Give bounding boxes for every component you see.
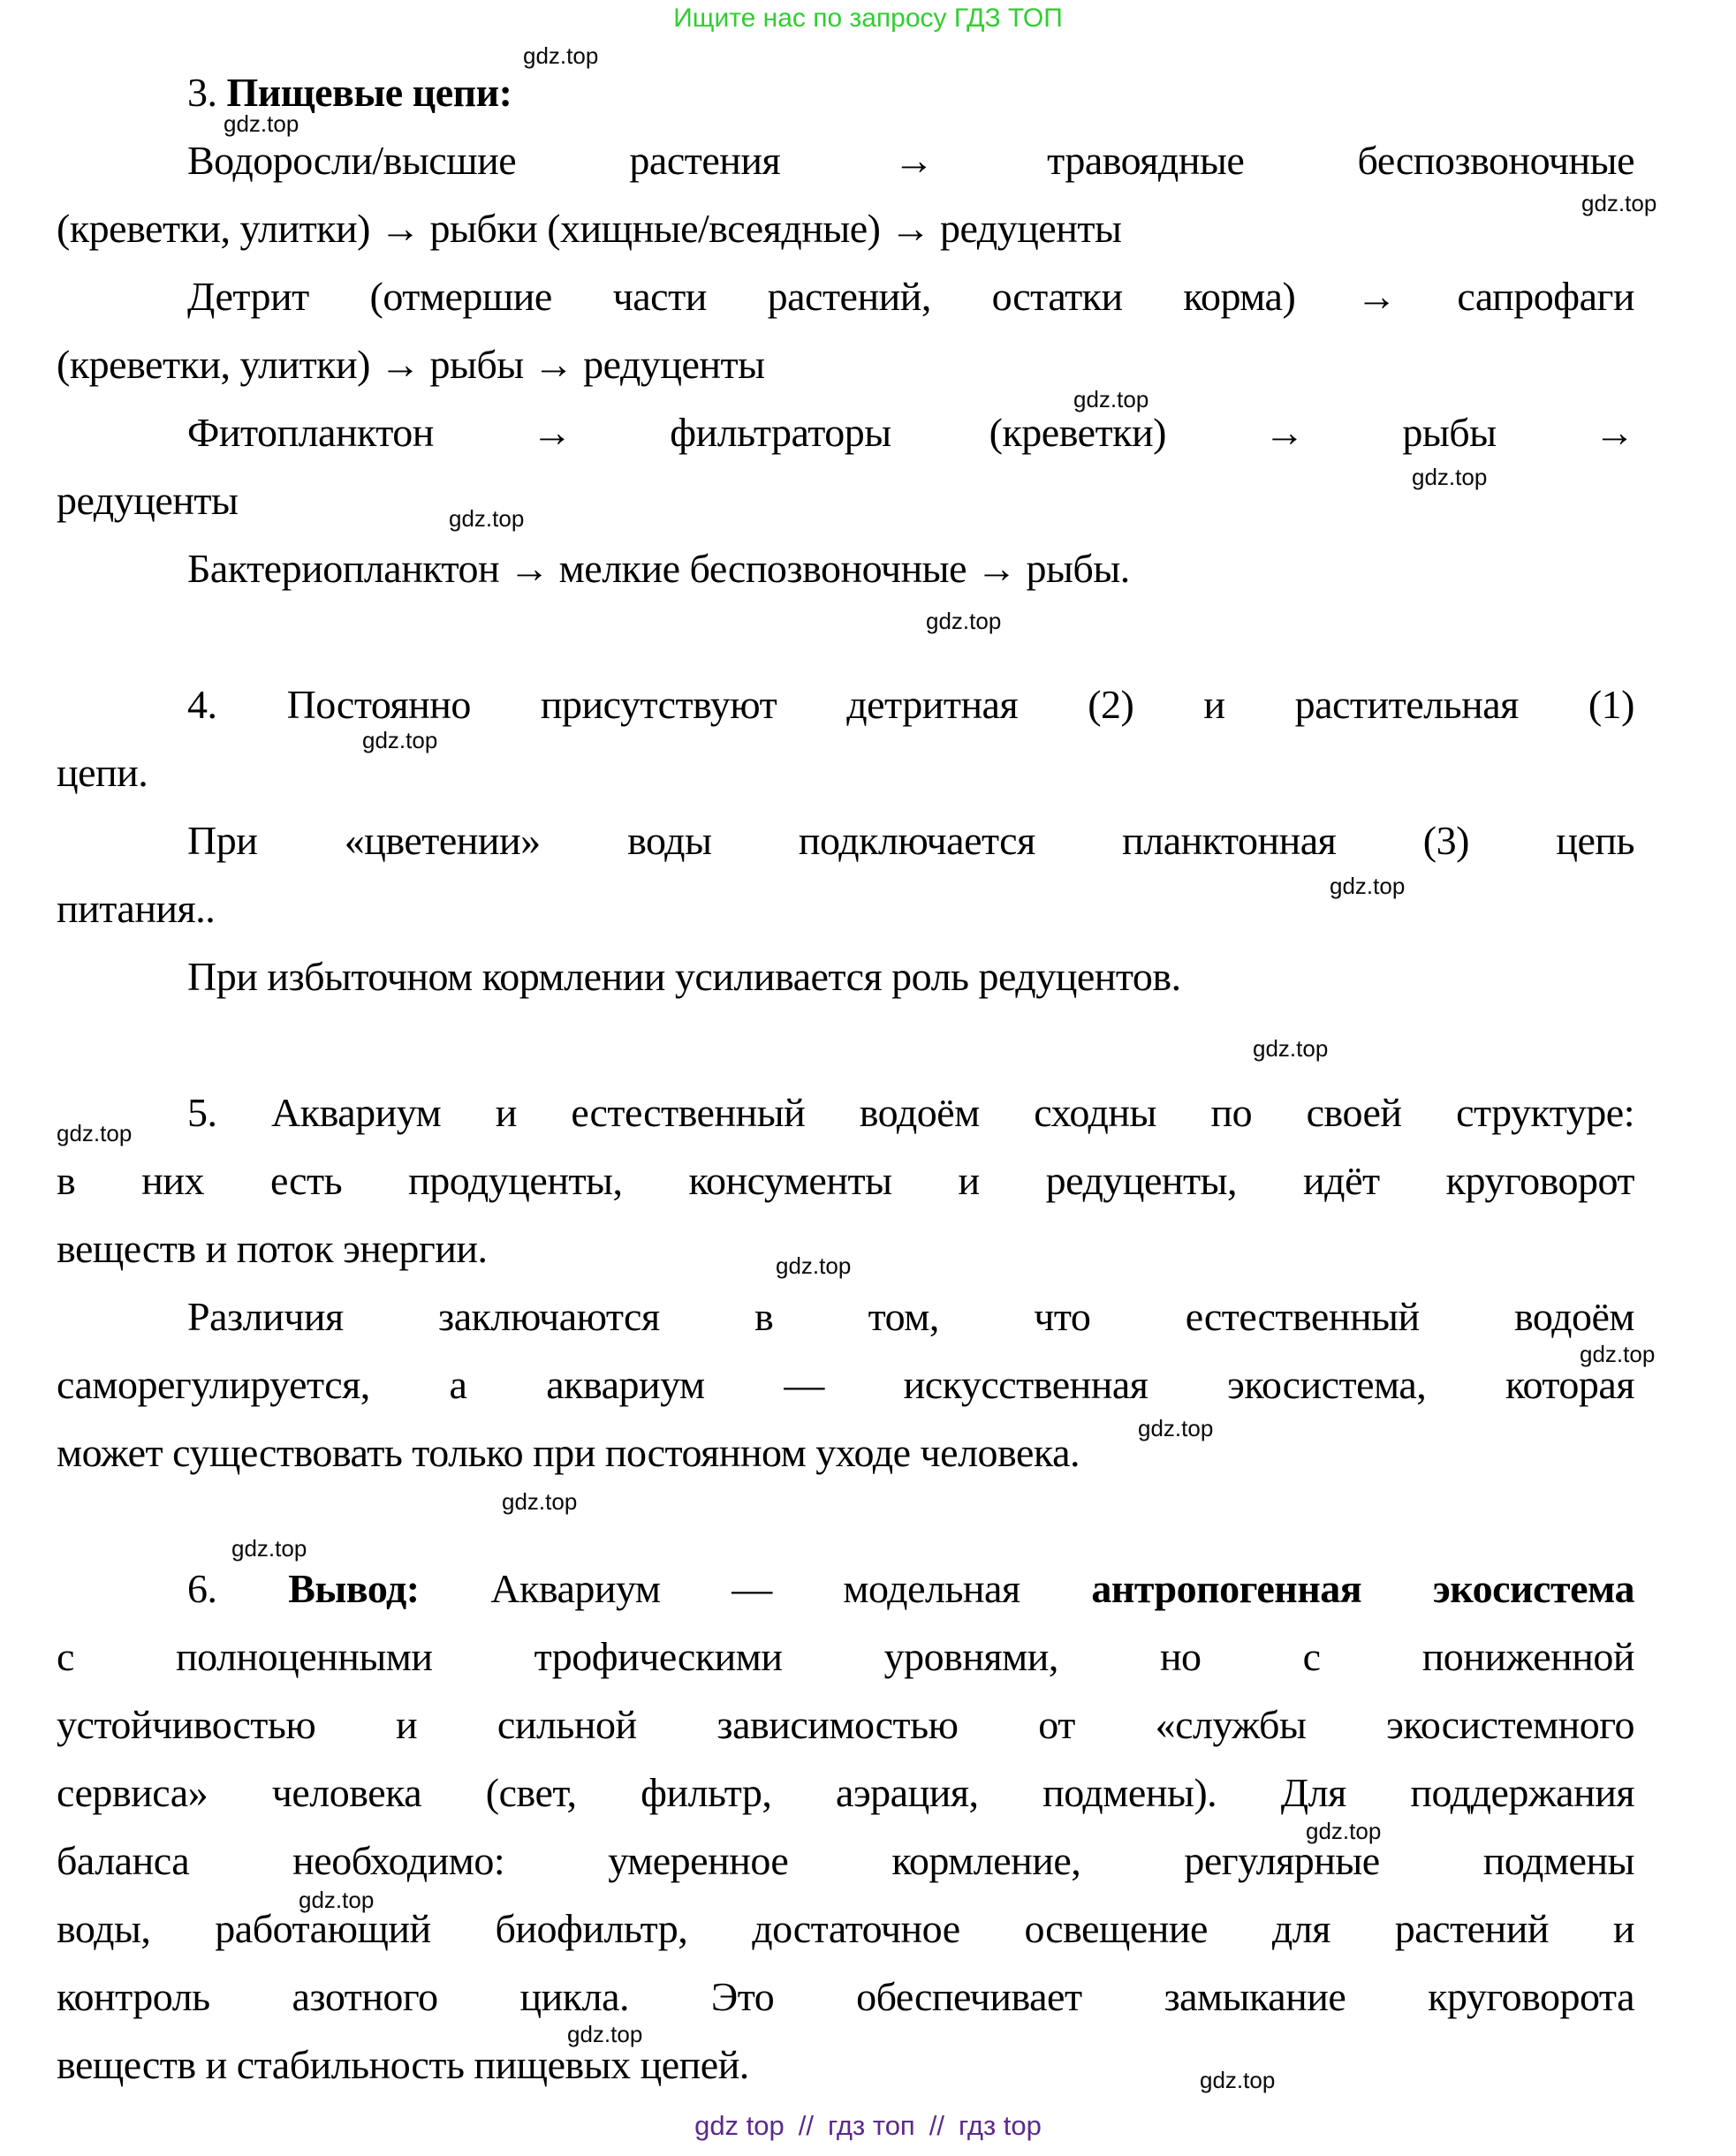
conclusion-mid-text: Аквариум — модельная	[419, 1566, 1092, 1611]
footer-link[interactable]: гдз top	[958, 2110, 1042, 2141]
section5-para2-line3: может существовать только при постоянном уходе человека.	[57, 1430, 1080, 1475]
section-gap	[57, 602, 1634, 670]
watermark: gdz.top	[1412, 464, 1488, 490]
section6-line2: с полноценными трофическими уровнями, но с пониженной	[57, 1634, 1634, 1679]
watermark: gdz.top	[502, 1488, 578, 1515]
section4-para2-line1: При «цветении» воды подключается планктонная (3) цепь	[187, 818, 1634, 863]
section-5	[57, 1078, 1634, 1487]
watermark: gdz.top	[57, 1120, 133, 1146]
section5-para1-line1: 5. Аквариум и естественный водоём сходны по своей структуре:	[187, 1090, 1634, 1135]
section5-para1-line2: в них есть продуценты, консументы и редуценты, идёт круговорот	[57, 1158, 1634, 1203]
watermark: gdz.top	[449, 505, 525, 532]
footer-link[interactable]: гдз топ	[828, 2110, 915, 2141]
section5-para2-line1: Различия заключаются в том, что естественный водоём	[187, 1294, 1634, 1339]
heading-title: Пищевые цепи:	[226, 70, 512, 115]
section6-line4: сервиса» человека (свет, фильтр, аэрация, подмены). Для поддержания	[57, 1770, 1634, 1815]
watermark: gdz.top	[523, 42, 599, 69]
watermark: gdz.top	[299, 1887, 375, 1913]
food-chain1-line1: Водоросли/высшие растения → травоядные беспозвоночные	[187, 138, 1634, 183]
section5-para2-line2: саморегулируется, а аквариум — искусственная экосистема, которая	[57, 1362, 1634, 1407]
section-3	[57, 58, 1634, 602]
section6-line7: контроль азотного цикла. Это обеспечивает замыкание круговорота	[57, 1974, 1634, 2019]
conclusion-label: Вывод:	[288, 1566, 420, 1611]
watermark: gdz.top	[231, 1535, 307, 1562]
section6-line8: веществ и стабильность пищевых цепей.	[57, 2042, 749, 2087]
watermark: gdz.top	[1581, 190, 1657, 216]
footer-link[interactable]: gdz top	[694, 2110, 785, 2141]
food-chain3-line1: Фитопланктон → фильтраторы (креветки) → рыбы →	[187, 410, 1634, 455]
watermark: gdz.top	[567, 2021, 643, 2047]
food-chain4-line1: Бактериопланктон → мелкие беспозвоночные → рыбы.	[187, 546, 1130, 591]
footer	[0, 2109, 1736, 2143]
section6-line5: баланса необходимо: умеренное кормление, регулярные подмены	[57, 1838, 1634, 1883]
watermark: gdz.top	[776, 1252, 852, 1279]
food-chain3-line2: редуценты	[57, 478, 239, 523]
food-chain2-line1: Детрит (отмершие части растений, остатки корма) → сапрофаги	[187, 274, 1634, 319]
watermark: gdz.top	[224, 110, 299, 137]
section4-para1-line1: 4. Постоянно присутствуют детритная (2) и растительная (1)	[187, 682, 1634, 727]
conclusion-number: 6.	[187, 1566, 289, 1611]
food-chain1-line2: (креветки, улитки) → рыбки (хищные/всеядные) → редуценты	[57, 206, 1122, 251]
watermark: gdz.top	[1580, 1341, 1656, 1367]
section-gap	[57, 1010, 1634, 1078]
section5-para1-line3: веществ и поток энергии.	[57, 1226, 488, 1271]
section4-para3-line1: При избыточном кормлении усиливается роль редуцентов.	[187, 954, 1181, 999]
watermark: gdz.top	[1073, 386, 1149, 412]
food-chain2-line2: (креветки, улитки) → рыбы → редуценты	[57, 342, 765, 387]
watermark: gdz.top	[1306, 1818, 1382, 1844]
section4-para1-line2: цепи.	[57, 750, 148, 795]
watermark: gdz.top	[362, 727, 438, 753]
section-4	[57, 670, 1634, 1010]
document-content	[57, 58, 1634, 2099]
watermark: gdz.top	[926, 608, 1002, 634]
conclusion-bold-phrase: антропогенная экосистема	[1091, 1566, 1635, 1611]
promo-banner: Ищите нас по запросу ГДЗ ТОП	[673, 4, 1063, 33]
section6-line3: устойчивостью и сильной зависимостью от «службы экосистемного	[57, 1702, 1634, 1747]
section4-para2-line2: питания..	[57, 886, 216, 931]
section6-line6: воды, работающий биофильтр, достаточное освещение для растений и	[57, 1906, 1634, 1951]
watermark: gdz.top	[1253, 1035, 1329, 1062]
section6-conclusion-line1	[57, 1555, 1634, 1623]
footer-separator: //	[929, 2110, 944, 2141]
section-6	[57, 1555, 1634, 2099]
footer-separator: //	[798, 2110, 815, 2141]
watermark: gdz.top	[1200, 2067, 1276, 2093]
watermark: gdz.top	[1138, 1415, 1214, 1441]
watermark: gdz.top	[1330, 873, 1406, 899]
heading-number: 3.	[187, 70, 227, 115]
